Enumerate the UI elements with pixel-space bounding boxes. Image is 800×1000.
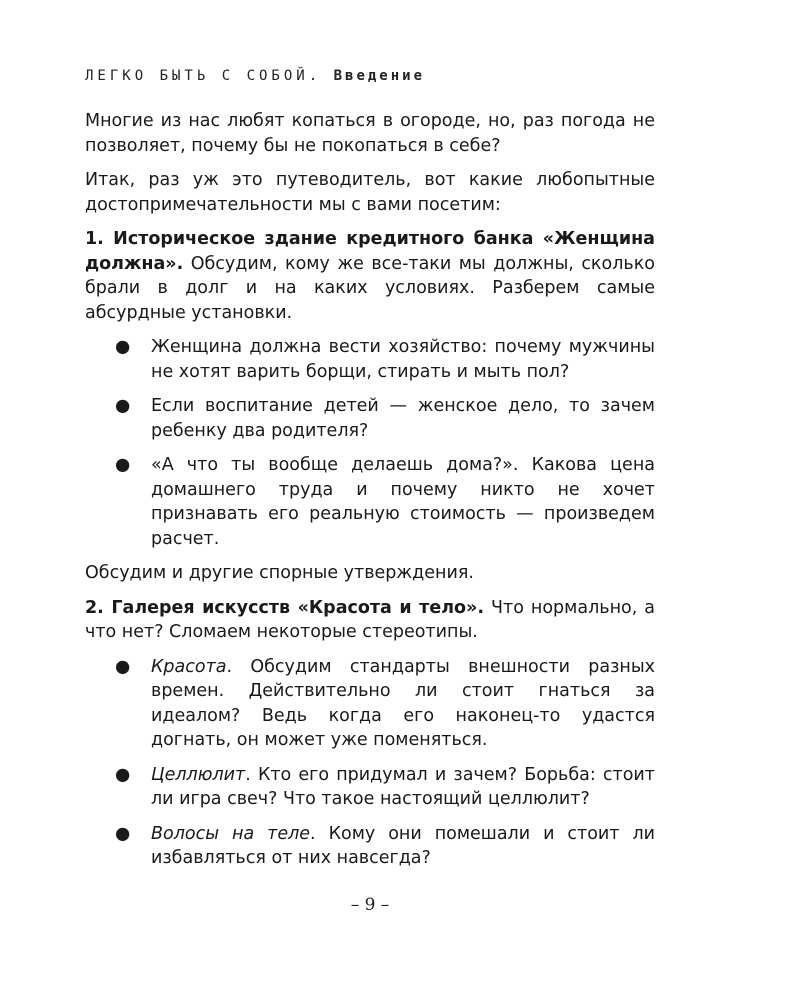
page-body	[85, 109, 655, 881]
list-item-term: Красота	[151, 656, 227, 677]
list-item	[85, 822, 655, 871]
list-item	[85, 335, 655, 384]
section-1-closing: Обсудим и другие спорные утверждения.	[85, 563, 474, 583]
list-item-text: Если воспитание детей — женское дело, то зачем ребенку два родителя?	[151, 396, 655, 441]
running-head	[85, 68, 425, 84]
bullet-icon: ●	[115, 823, 131, 844]
list-item-text: . Обсудим стандарты внешности разных времен. Действительно ли стоит гнаться за идеалом? Ведь когда его наконец-то удастся догнать, он может уже поменяться.	[151, 656, 655, 750]
section-1-heading: 1. Историческое здание кредитного банка «Женщина должна».	[85, 229, 655, 274]
list-item-term: Целлюлит	[151, 764, 246, 785]
bullet-icon: ●	[115, 764, 131, 785]
list-item-term: Волосы на теле	[151, 823, 311, 844]
list-item-text: . Кто его придумал и зачем? Борьба: стоит ли игра свеч? Что такое настоящий целлюлит?	[151, 764, 655, 809]
section-2-list	[85, 655, 655, 871]
bullet-icon: ●	[115, 337, 131, 357]
section-2-heading: 2. Галерея искусств «Красота и тело».	[85, 597, 484, 618]
section-2-text: Что нормально, а что нет? Сломаем некоторые стереотипы.	[85, 597, 656, 642]
intro-paragraph-1: Многие из нас любят копаться в огороде, но, раз погода не позволяет, почему бы не покопаться в себе?	[85, 111, 655, 156]
section-1-paragraph	[85, 227, 655, 325]
bullet-icon: ●	[115, 656, 131, 677]
list-item-text: «А что ты вообще делаешь дома?». Какова цена домашнего труда и почему никто не хочет признавать его реальную стоимость — произведем расчет.	[151, 455, 655, 549]
list-item	[85, 394, 655, 443]
section-1-text: Обсудим, кому же все-таки мы должны, сколько брали в долг и на каких условиях. Разберем самые абсурдные установки.	[85, 253, 655, 323]
section-2-paragraph	[85, 596, 655, 645]
page-number: – 9 –	[350, 895, 390, 915]
bullet-icon: ●	[115, 396, 131, 416]
running-head-section: Введение	[333, 68, 426, 84]
bullet-icon: ●	[115, 455, 131, 475]
list-item	[85, 655, 655, 753]
list-item-text: . Кому они помешали и стоит ли избавляться от них навсегда?	[151, 823, 655, 868]
intro-paragraph-2: Итак, раз уж это путеводитель, вот какие любопытные достопримечательности мы с вами посетим:	[85, 170, 655, 215]
list-item	[85, 763, 655, 812]
list-item-text: Женщина должна вести хозяйство: почему мужчины не хотят варить борщи, стирать и мыть пол?	[151, 337, 655, 382]
running-head-title: ЛЕГКО БЫТЬ С СОБОЙ.	[85, 68, 322, 84]
section-1-list	[85, 335, 655, 551]
list-item	[85, 453, 655, 551]
